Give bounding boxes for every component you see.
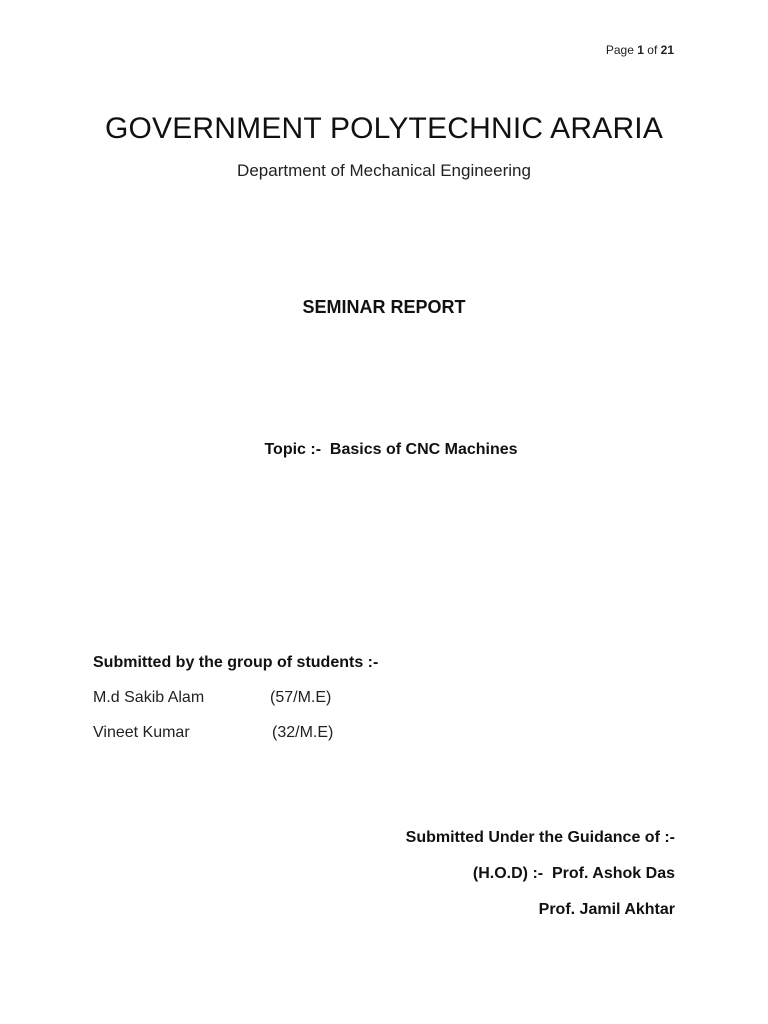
student-name: Vineet Kumar: [93, 724, 190, 741]
topic-line: Topic :- Basics of CNC Machines: [264, 441, 518, 458]
page-current: 1: [637, 43, 644, 57]
department-name: Department of Mechanical Engineering: [237, 161, 531, 180]
page-label: Page: [605, 43, 634, 57]
guidance-heading: Submitted Under the Guidance of :-: [405, 829, 675, 846]
second-guide-line: Prof. Jamil Akhtar: [538, 901, 675, 918]
student-name: M.d Sakib Alam: [93, 689, 205, 706]
institution-title: GOVERNMENT POLYTECHNIC ARARIA: [104, 112, 664, 145]
student-roll: (32/M.E): [272, 724, 334, 741]
report-type-heading: SEMINAR REPORT: [302, 297, 466, 317]
page-total: 21: [660, 43, 674, 57]
student-roll: (57/M.E): [270, 689, 332, 706]
students-heading: Submitted by the group of students :-: [93, 654, 379, 671]
page-number: [606, 43, 674, 57]
hod-guide-line: (H.O.D) :- Prof. Ashok Das: [472, 865, 675, 882]
page-of: of: [647, 43, 658, 57]
